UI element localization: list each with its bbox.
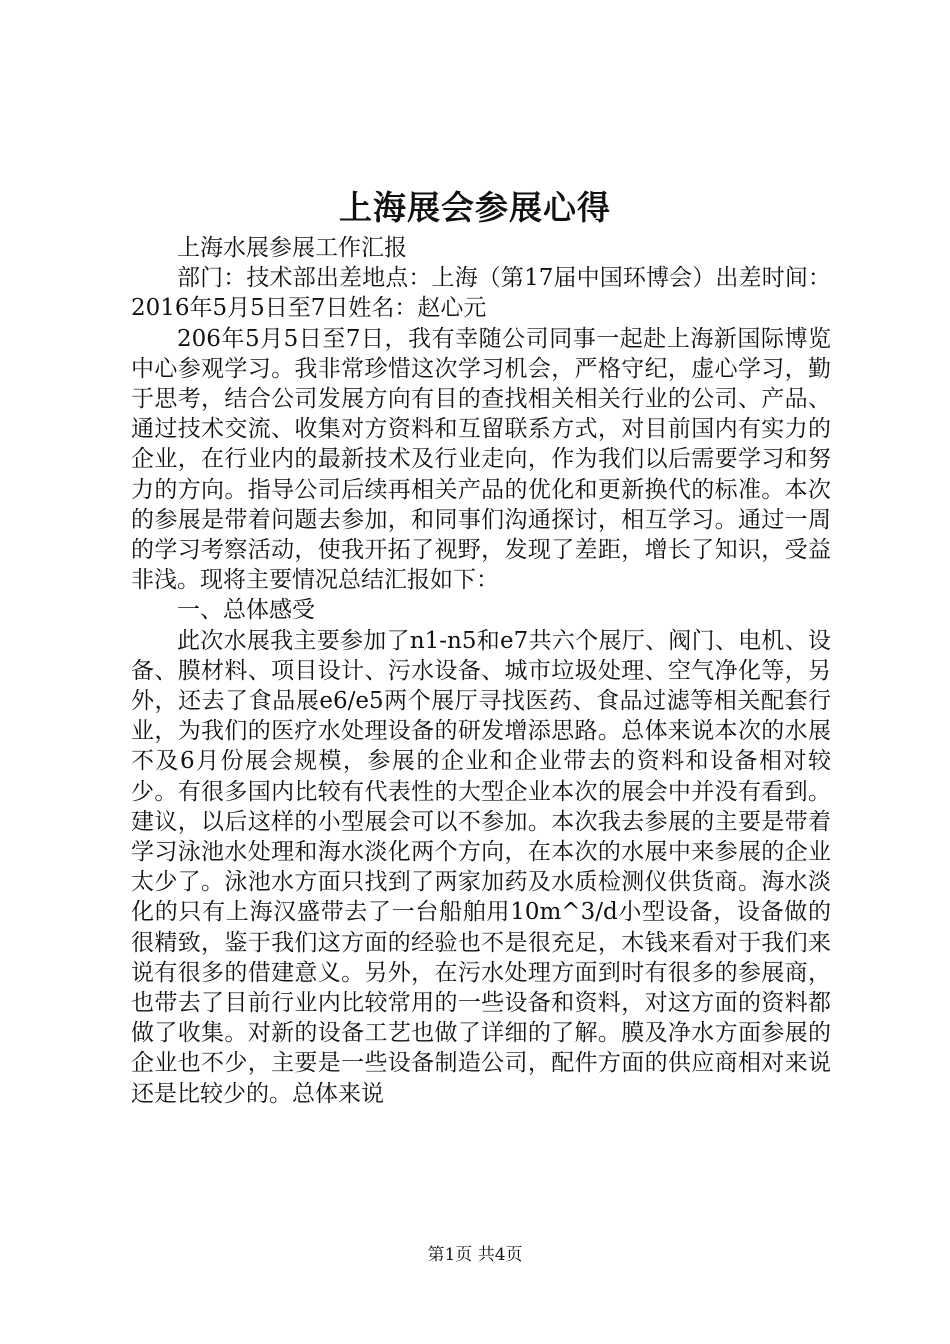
document-body: [131, 233, 831, 1109]
overall-impression-paragraph: 此次水展我主要参加了n1-n5和e7共六个展厅、阀门、电机、设备、膜材料、项目设计、污水设备、城市垃圾处理、空气净化等，另外，还去了食品展e6/e5两个展厅寻找医药、食品过滤等相关配套行业，为我们的医疗水处理设备的研发增添思路。总体来说本次的水展不及6月份展会规模，参展的企业和企业带去的资料和设备相对较少。有很多国内比较有代表性的大型企业本次的展会中并没有看到。建议，以后这样的小型展会可以不参加。本次我去参展的主要是带着学习泳池水处理和海水淡化两个方向，在本次的水展中来参展的企业太少了。泳池水方面只找到了两家加药及水质检测仪供货商。海水淡化的只有上海汉盛带去了一台船舶用10m^3/d小型设备，设备做的很精致，鉴于我们这方面的经验也不是很充足，木钱来看对于我们来说有很多的借建意义。另外，在污水处理方面到时有很多的参展商，也带去了目前行业内比较常用的一些设备和资料，对这方面的资料都做了收集。对新的设备工艺也做了详细的了解。膜及净水方面参展的企业也不少，主要是一些设备制造公司，配件方面的供应商相对来说还是比较少的。总体来说: [131, 627, 831, 1107]
page-number-footer: 第1页 共4页: [427, 1245, 523, 1265]
report-heading-paragraph: 上海水展参展工作汇报: [177, 235, 407, 261]
trip-info-paragraph: 部门：技术部出差地点：上海（第17届中国环博会）出差时间：2016年5月5日至7日姓名：赵心元: [131, 265, 831, 322]
document-title: 上海展会参展心得: [339, 188, 611, 227]
intro-paragraph: 206年5月5日至7日，我有幸随公司同事一起赴上海新国际博览中心参观学习。我非常珍惜这次学习机会，严格守纪，虚心学习，勤于思考，结合公司发展方向有目的查找相关相关行业的公司、产品、通过技术交流、收集对方资料和互留联系方式，对目前国内有实力的企业，在行业内的最新技术及行业走向，作为我们以后需要学习和努力的方向。指导公司后续再相关产品的优化和更新换代的标准。本次的参展是带着问题去参加，和同事们沟通探讨，相互学习。通过一周的学习考察活动，使我开拓了视野，发现了差距，增长了知识，受益非浅。现将主要情况总结汇报如下：: [131, 325, 831, 594]
section-heading: 一、总体感受: [177, 597, 315, 624]
